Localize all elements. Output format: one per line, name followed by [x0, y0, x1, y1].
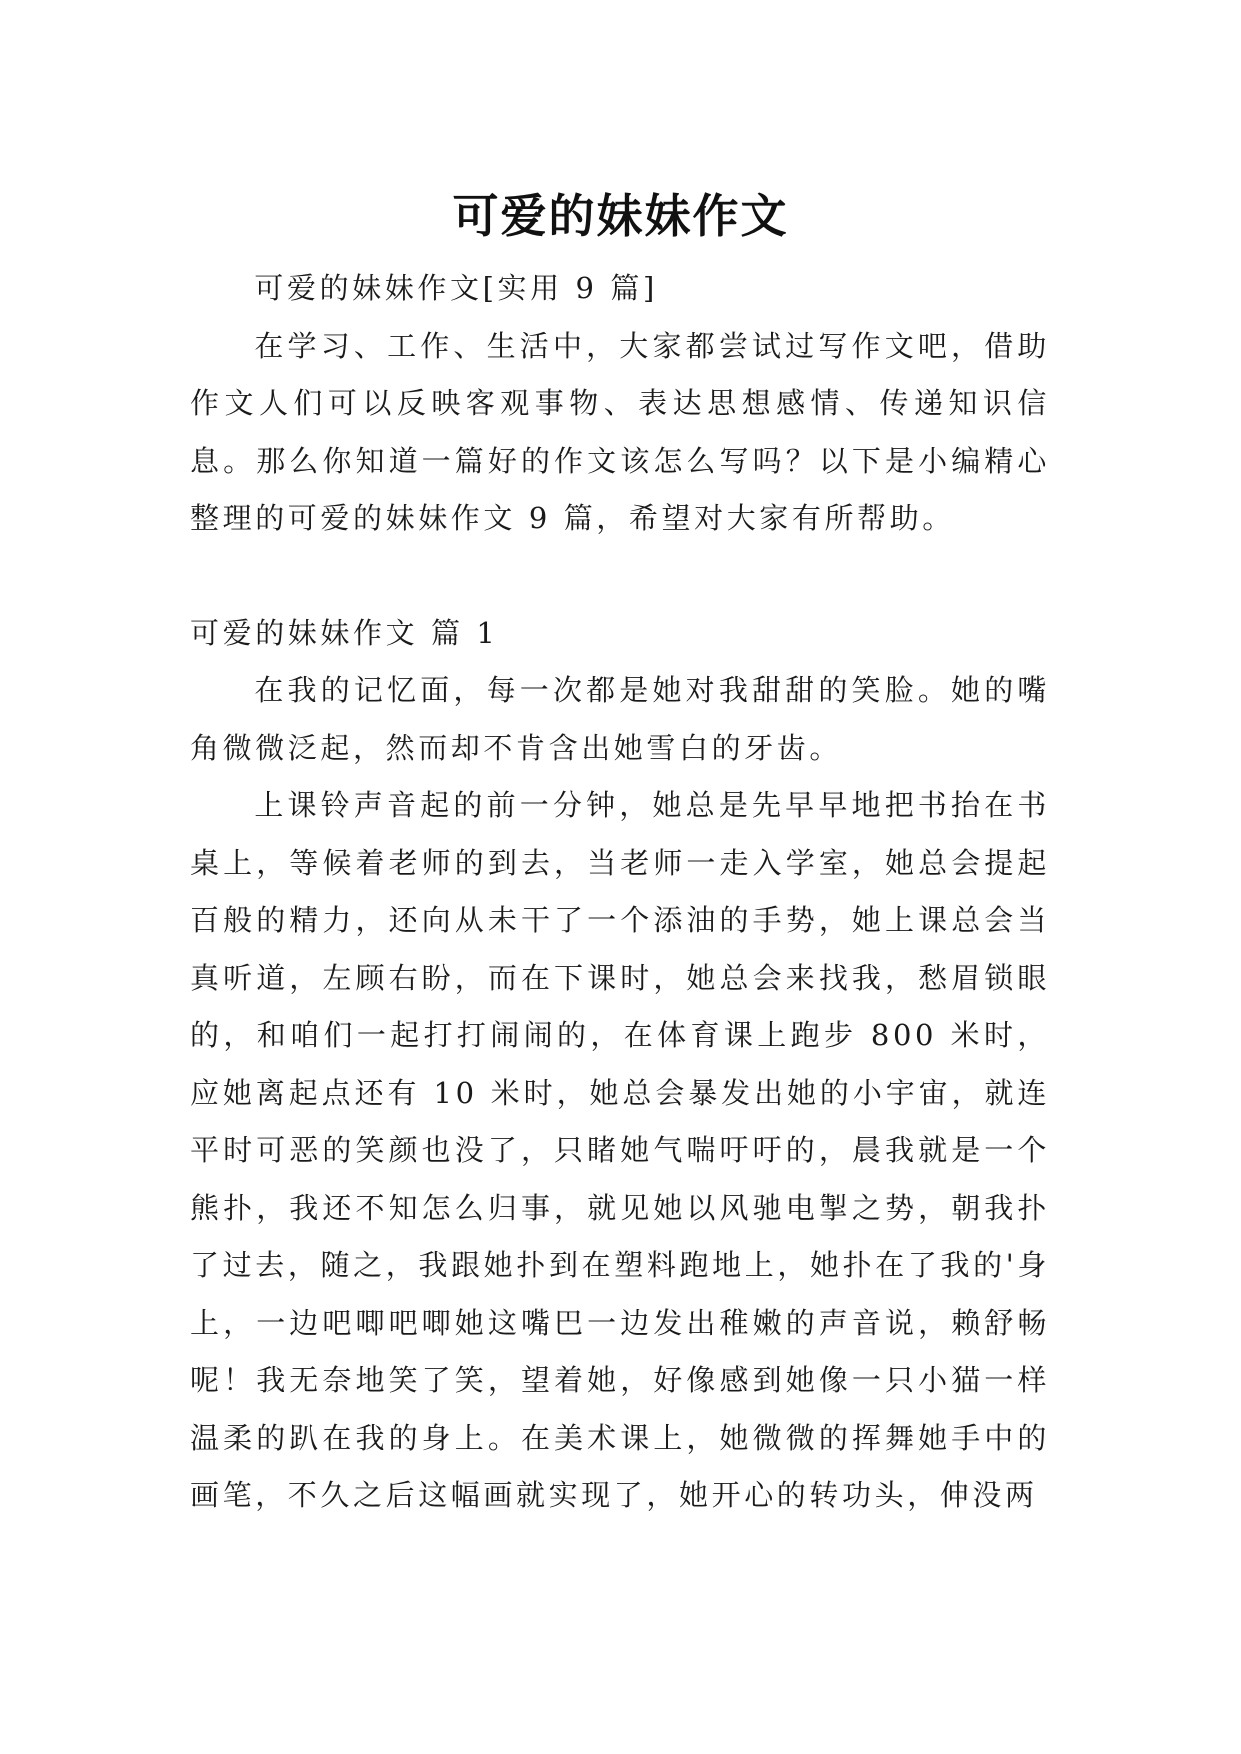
document-title: 可爱的妹妹作文: [452, 188, 789, 243]
document-subtitle: 可爱的妹妹作文[实用 9 篇]: [254, 271, 658, 305]
intro-paragraph: 在学习、工作、生活中，大家都尝试过写作文吧，借助作文人们可以反映客观事物、表达思想感情、传递知识信息。那么你知道一篇好的作文该怎么写吗？以下是小编精心整理的可爱的妹妹作文 9 篇，希望对大家有所帮助。: [190, 328, 1050, 535]
section-paragraph: 在我的记忆面，每一次都是她对我甜甜的笑脸。她的嘴角微微泛起，然而却不肯含出她雪白的牙齿。: [190, 673, 1050, 765]
section-paragraph: 上课铃声音起的前一分钟，她总是先早早地把书抬在书桌上，等候着老师的到去，当老师一走入学室，她总会提起百般的精力，还向从未干了一个添油的手势，她上课总会当真听道，左顾右盼，而在下课时，她总会来找我，愁眉锁眼的，和咱们一起打打闹闹的，在体育课上跑步 800 米时，应她离起点还有 10 米时，她总会暴发出她的小宇宙，就连平时可恶的笑颜也没了，只睹她气喘吁吁的，晨我就是一个熊扑，我还不知怎么归事，就见她以风驰电掣之势，朝我扑了过去，随之，我跟她扑到在塑料跑地上，她扑在了我的'身上，一边吧唧吧唧她这嘴巴一边发出稚嫩的声音说，赖舒畅呢！我无奈地笑了笑，望着她，好像感到她像一只小猫一样温柔的趴在我的身上。在美术课上，她微微的挥舞她手中的画笔，不久之后这幅画就实现了，她开心的转功头，伸没两: [190, 788, 1050, 1512]
document-body: [190, 260, 1050, 1525]
section-heading: 可爱的妹妹作文 篇 1: [190, 615, 499, 650]
